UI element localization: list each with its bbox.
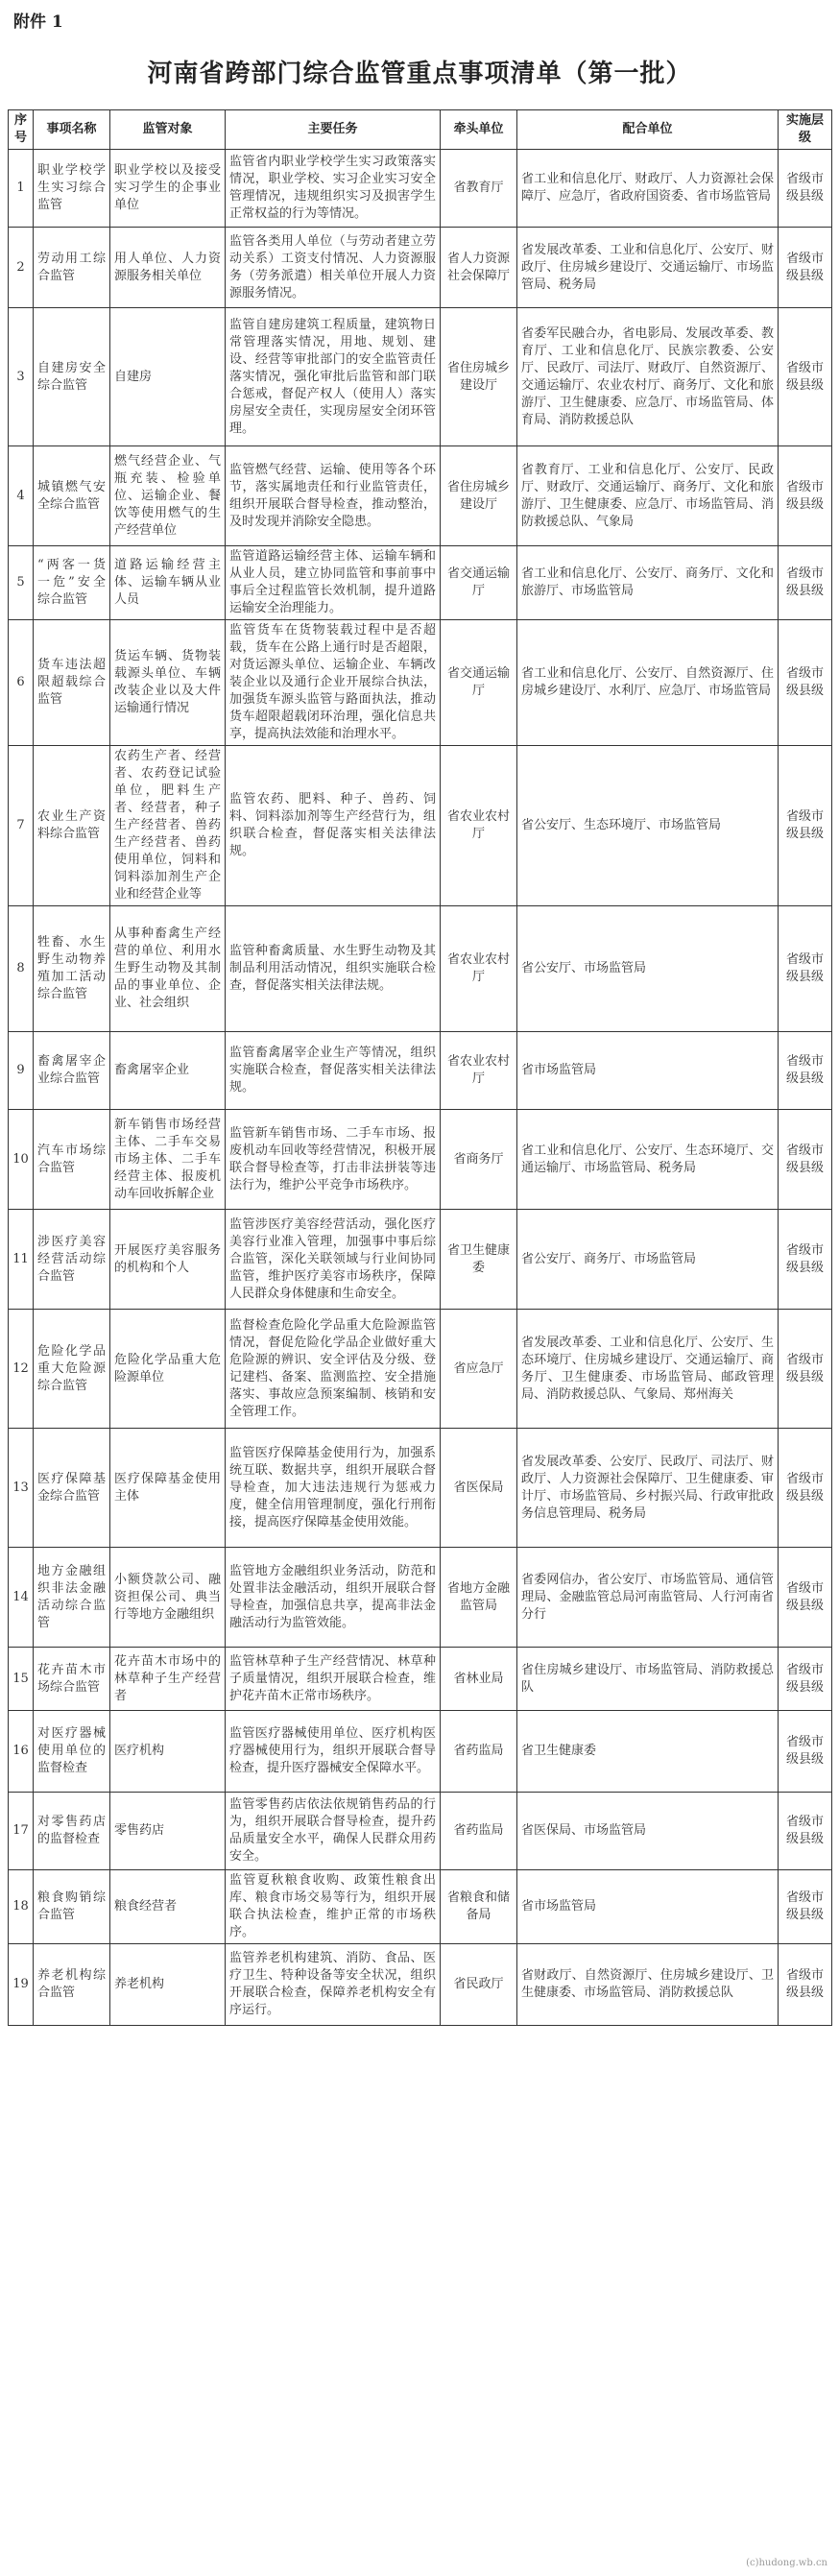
- attachment-label: 附件 1: [13, 12, 63, 32]
- cell-no: 9: [9, 1032, 34, 1110]
- cell-target: 粮食经营者: [110, 1870, 226, 1944]
- table-row: [9, 228, 832, 308]
- cell-task: 监督检查危险化学品重大危险源监管情况，督促危险化学品企业做好重大危险源的辨识、安全评估及分级、登记建档、备案、监测监控、安全措施落实、事故应急预案编制、核销和安全管理工作。: [226, 1310, 441, 1429]
- cell-name: 职业学校学生实习综合监管: [34, 150, 110, 228]
- table-row: [9, 906, 832, 1032]
- cell-name: 劳动用工综合监管: [34, 228, 110, 308]
- table-row: [9, 1793, 832, 1870]
- header-task: 主要任务: [226, 110, 441, 150]
- cell-coop: 省医保局、市场监管局: [517, 1793, 779, 1870]
- table-row: [9, 1870, 832, 1944]
- cell-lead: 省人力资源社会保障厅: [441, 228, 517, 308]
- cell-coop: 省公安厅、市场监管局: [517, 906, 779, 1032]
- cell-level: 省级市级县级: [779, 228, 832, 308]
- cell-task: 监管夏秋粮食收购、政策性粮食出库、粮食市场交易等行为，组织开展联合执法检查，维护正常的市场秩序。: [226, 1870, 441, 1944]
- cell-task: 监管涉医疗美容经营活动，强化医疗美容行业准入管理，加强事中事后综合监管，深化关联领域与行业间协同监管，维护医疗美容市场秩序，保障人民群众身体健康和生命安全。: [226, 1210, 441, 1310]
- cell-lead: 省农业农村厅: [441, 906, 517, 1032]
- cell-task: 监管自建房建筑工程质量，建筑物日常管理落实情况，用地、规划、建设、经营等审批部门的安全监管责任落实情况，强化审批后监管和部门联合惩戒，督促产权人（使用人）落实房屋安全责任，实现房屋安全闭环管理。: [226, 308, 441, 446]
- cell-task: 监管零售药店依法依规销售药品的行为，组织开展联合督导检查，提升药品质量安全水平，确保人民群众用药安全。: [226, 1793, 441, 1870]
- cell-target: 自建房: [110, 308, 226, 446]
- cell-name: 对医疗器械使用单位的监督检查: [34, 1711, 110, 1793]
- header-lead: 牵头单位: [441, 110, 517, 150]
- cell-lead: 省粮食和储备局: [441, 1870, 517, 1944]
- cell-level: 省级市级县级: [779, 546, 832, 620]
- cell-no: 10: [9, 1110, 34, 1210]
- cell-name: 粮食购销综合监管: [34, 1870, 110, 1944]
- page-title: 河南省跨部门综合监管重点事项清单（第一批）: [147, 60, 692, 88]
- cell-no: 5: [9, 546, 34, 620]
- cell-coop: 省卫生健康委: [517, 1711, 779, 1793]
- table-row: [9, 1032, 832, 1110]
- header-coop: 配合单位: [517, 110, 779, 150]
- cell-name: 危险化学品重大危险源综合监管: [34, 1310, 110, 1429]
- cell-target: 畜禽屠宰企业: [110, 1032, 226, 1110]
- cell-task: 监管医疗保障基金使用行为，加强系统互联、数据共享，组织开展联合督导检查，加大违法违规行为惩戒力度，健全信用管理制度，强化行刑衔接，提高医疗保障基金使用效能。: [226, 1429, 441, 1548]
- cell-level: 省级市级县级: [779, 1870, 832, 1944]
- table-row: [9, 308, 832, 446]
- cell-task: 监管养老机构建筑、消防、食品、医疗卫生、特种设备等安全状况，组织开展联合检查，保障养老机构安全有序运行。: [226, 1944, 441, 2026]
- table-row: [9, 1648, 832, 1711]
- cell-lead: 省教育厅: [441, 150, 517, 228]
- table-row: [9, 1210, 832, 1310]
- cell-name: 养老机构综合监管: [34, 1944, 110, 2026]
- cell-lead: 省农业农村厅: [441, 1032, 517, 1110]
- cell-no: 16: [9, 1711, 34, 1793]
- cell-level: 省级市级县级: [779, 1032, 832, 1110]
- cell-target: 燃气经营企业、气瓶充装、检验单位、运输企业、餐饮等使用燃气的生产经营单位: [110, 446, 226, 546]
- cell-task: 监管农药、肥料、种子、兽药、饲料、饲料添加剂等生产经营行为，组织联合检查，督促落实相关法律法规。: [226, 746, 441, 906]
- table-row: [9, 1711, 832, 1793]
- table-row: [9, 1944, 832, 2026]
- cell-target: 养老机构: [110, 1944, 226, 2026]
- cell-level: 省级市级县级: [779, 1711, 832, 1793]
- cell-no: 4: [9, 446, 34, 546]
- cell-level: 省级市级县级: [779, 746, 832, 906]
- cell-coop: 省发展改革委、工业和信息化厅、公安厅、生态环境厅、住房城乡建设厅、交通运输厅、商务厅、卫生健康委、市场监管局、邮政管理局、消防救援总队、气象局、郑州海关: [517, 1310, 779, 1429]
- cell-name: 花卉苗木市场综合监管: [34, 1648, 110, 1711]
- cell-coop: 省工业和信息化厅、公安厅、商务厅、文化和旅游厅、市场监管局: [517, 546, 779, 620]
- cell-coop: 省工业和信息化厅、财政厅、人力资源社会保障厅、应急厅，省政府国资委、省市场监管局: [517, 150, 779, 228]
- cell-target: 开展医疗美容服务的机构和个人: [110, 1210, 226, 1310]
- cell-target: 小额贷款公司、融资担保公司、典当行等地方金融组织: [110, 1548, 226, 1648]
- cell-task: 监管省内职业学校学生实习政策落实情况，职业学校、实习企业实习安全管理情况，违规组织实习及损害学生正常权益的行为等情况。: [226, 150, 441, 228]
- cell-level: 省级市级县级: [779, 620, 832, 746]
- cell-task: 监管燃气经营、运输、使用等各个环节，落实属地责任和行业监管责任，组织开展联合督导检查，推动整治，及时发现并消除安全隐患。: [226, 446, 441, 546]
- cell-task: 监管各类用人单位（与劳动者建立劳动关系）工资支付情况、人力资源服务（劳务派遣）相关单位开展人力资源服务情况。: [226, 228, 441, 308]
- cell-coop: 省财政厅、自然资源厅、住房城乡建设厅、卫生健康委、市场监管局、消防救援总队: [517, 1944, 779, 2026]
- table-row: [9, 150, 832, 228]
- table-row: [9, 746, 832, 906]
- cell-no: 8: [9, 906, 34, 1032]
- matters-table: [8, 109, 832, 2026]
- cell-task: 监管种畜禽质量、水生野生动物及其制品利用活动情况，组织实施联合检查，督促落实相关法律法规。: [226, 906, 441, 1032]
- cell-level: 省级市级县级: [779, 1944, 832, 2026]
- cell-target: 道路运输经营主体、运输车辆从业人员: [110, 546, 226, 620]
- cell-lead: 省林业局: [441, 1648, 517, 1711]
- cell-target: 医疗机构: [110, 1711, 226, 1793]
- cell-target: 用人单位、人力资源服务相关单位: [110, 228, 226, 308]
- cell-level: 省级市级县级: [779, 906, 832, 1032]
- cell-coop: 省公安厅、生态环境厅、市场监管局: [517, 746, 779, 906]
- cell-task: 监管新车销售市场、二手车市场、报废机动车回收等经营情况，积极开展联合督导检查等，打击非法拼装等违法行为，维护公平竞争市场秩序。: [226, 1110, 441, 1210]
- cell-task: 监管林草种子生产经营情况、林草种子质量情况，组织开展联合检查，维护花卉苗木正常市场秩序。: [226, 1648, 441, 1711]
- header-level: 实施层级: [779, 110, 832, 150]
- cell-level: 省级市级县级: [779, 1648, 832, 1711]
- cell-name: 牲畜、水生野生动物养殖加工活动综合监管: [34, 906, 110, 1032]
- cell-level: 省级市级县级: [779, 1548, 832, 1648]
- cell-no: 14: [9, 1548, 34, 1648]
- cell-level: 省级市级县级: [779, 1110, 832, 1210]
- cell-no: 13: [9, 1429, 34, 1548]
- cell-lead: 省住房城乡建设厅: [441, 446, 517, 546]
- cell-level: 省级市级县级: [779, 1310, 832, 1429]
- cell-coop: 省住房城乡建设厅、市场监管局、消防救援总队: [517, 1648, 779, 1711]
- cell-target: 货运车辆、货物装载源头单位、车辆改装企业以及大件运输通行情况: [110, 620, 226, 746]
- cell-name: 汽车市场综合监管: [34, 1110, 110, 1210]
- table-row: [9, 620, 832, 746]
- table-row: [9, 1110, 832, 1210]
- table-row: [9, 1310, 832, 1429]
- cell-level: 省级市级县级: [779, 1210, 832, 1310]
- cell-no: 15: [9, 1648, 34, 1711]
- cell-target: 医疗保障基金使用主体: [110, 1429, 226, 1548]
- cell-name: 医疗保障基金综合监管: [34, 1429, 110, 1548]
- cell-target: 从事种畜禽生产经营的单位、利用水生野生动物及其制品的事业单位、企业、社会组织: [110, 906, 226, 1032]
- cell-coop: 省发展改革委、工业和信息化厅、公安厅、财政厅、住房城乡建设厅、交通运输厅、市场监管局、税务局: [517, 228, 779, 308]
- cell-lead: 省交通运输厅: [441, 620, 517, 746]
- header-target: 监管对象: [110, 110, 226, 150]
- cell-target: 农药生产者、经营者、农药登记试验单位，肥料生产者、经营者，种子生产经营者、兽药生产经营者、兽药使用单位，饲料和饲料添加剂生产企业和经营企业等: [110, 746, 226, 906]
- cell-no: 7: [9, 746, 34, 906]
- table-header-row: [9, 110, 832, 150]
- watermark: (c)hudong.wb.cn: [746, 2558, 827, 2568]
- cell-no: 11: [9, 1210, 34, 1310]
- cell-no: 19: [9, 1944, 34, 2026]
- cell-lead: 省交通运输厅: [441, 546, 517, 620]
- header-name: 事项名称: [34, 110, 110, 150]
- cell-coop: 省市场监管局: [517, 1870, 779, 1944]
- cell-no: 1: [9, 150, 34, 228]
- cell-task: 监管货车在货物装载过程中是否超载，货车在公路上通行时是否超限，对货运源头单位、运输企业、车辆改装企业以及通行企业开展综合执法，加强货车源头监管与路面执法，推动货车超限超载闭环治理，强化信息共享，提高执法效能和治理水平。: [226, 620, 441, 746]
- cell-task: 监管地方金融组织业务活动，防范和处置非法金融活动，组织开展联合督导检查，加强信息共享，提高非法金融活动行为监管效能。: [226, 1548, 441, 1648]
- cell-no: 18: [9, 1870, 34, 1944]
- cell-no: 17: [9, 1793, 34, 1870]
- cell-name: 畜禽屠宰企业综合监管: [34, 1032, 110, 1110]
- cell-coop: 省工业和信息化厅、公安厅、生态环境厅、交通运输厅、市场监管局、税务局: [517, 1110, 779, 1210]
- table-row: [9, 1429, 832, 1548]
- cell-level: 省级市级县级: [779, 446, 832, 546]
- cell-task: 监管畜禽屠宰企业生产等情况，组织实施联合检查，督促落实相关法律法规。: [226, 1032, 441, 1110]
- cell-lead: 省药监局: [441, 1711, 517, 1793]
- cell-coop: 省市场监管局: [517, 1032, 779, 1110]
- cell-coop: 省发展改革委、公安厅、民政厅、司法厅、财政厅、人力资源社会保障厅、卫生健康委、审计厅、市场监管局、乡村振兴局、行政审批政务信息管理局、税务局: [517, 1429, 779, 1548]
- cell-no: 12: [9, 1310, 34, 1429]
- cell-lead: 省药监局: [441, 1793, 517, 1870]
- cell-level: 省级市级县级: [779, 1793, 832, 1870]
- cell-lead: 省商务厅: [441, 1110, 517, 1210]
- cell-name: 自建房安全综合监管: [34, 308, 110, 446]
- cell-target: 职业学校以及接受实习学生的企事业单位: [110, 150, 226, 228]
- cell-lead: 省地方金融监管局: [441, 1548, 517, 1648]
- cell-lead: 省农业农村厅: [441, 746, 517, 906]
- table-row: [9, 446, 832, 546]
- cell-no: 3: [9, 308, 34, 446]
- cell-name: 城镇燃气安全综合监管: [34, 446, 110, 546]
- cell-no: 2: [9, 228, 34, 308]
- cell-level: 省级市级县级: [779, 150, 832, 228]
- cell-coop: 省公安厅、商务厅、市场监管局: [517, 1210, 779, 1310]
- cell-target: 危险化学品重大危险源单位: [110, 1310, 226, 1429]
- cell-lead: 省住房城乡建设厅: [441, 308, 517, 446]
- table-row: [9, 546, 832, 620]
- cell-target: 零售药店: [110, 1793, 226, 1870]
- cell-coop: 省教育厅、工业和信息化厅、公安厅、民政厅、财政厅、交通运输厅、商务厅、文化和旅游厅、卫生健康委、应急厅、市场监管局、消防救援总队、气象局: [517, 446, 779, 546]
- header-no: 序号: [9, 110, 34, 150]
- cell-name: 货车违法超限超载综合监管: [34, 620, 110, 746]
- cell-target: 新车销售市场经营主体、二手车交易市场主体、二手车经营主体、报废机动车回收拆解企业: [110, 1110, 226, 1210]
- cell-target: 花卉苗木市场中的林草种子生产经营者: [110, 1648, 226, 1711]
- cell-lead: 省民政厅: [441, 1944, 517, 2026]
- cell-no: 6: [9, 620, 34, 746]
- cell-name: “两客一货一危”安全综合监管: [34, 546, 110, 620]
- cell-level: 省级市级县级: [779, 1429, 832, 1548]
- cell-task: 监管医疗器械使用单位、医疗机构医疗器械使用行为，组织开展联合督导检查，提升医疗器械安全保障水平。: [226, 1711, 441, 1793]
- cell-lead: 省医保局: [441, 1429, 517, 1548]
- cell-name: 对零售药店的监督检查: [34, 1793, 110, 1870]
- cell-coop: 省委网信办，省公安厅、市场监管局、通信管理局、金融监管总局河南监管局、人行河南省分行: [517, 1548, 779, 1648]
- cell-name: 涉医疗美容经营活动综合监管: [34, 1210, 110, 1310]
- cell-coop: 省工业和信息化厅、公安厅、自然资源厅、住房城乡建设厅、水利厅、应急厅、市场监管局: [517, 620, 779, 746]
- cell-lead: 省卫生健康委: [441, 1210, 517, 1310]
- cell-task: 监管道路运输经营主体、运输车辆和从业人员，建立协同监管和事前事中事后全过程监管长效机制，提升道路运输安全治理能力。: [226, 546, 441, 620]
- table-row: [9, 1548, 832, 1648]
- cell-name: 地方金融组织非法金融活动综合监管: [34, 1548, 110, 1648]
- cell-coop: 省委军民融合办，省电影局、发展改革委、教育厅、工业和信息化厅、民族宗教委、公安厅、民政厅、司法厅、财政厅、自然资源厅、交通运输厅、农业农村厅、商务厅、文化和旅游厅、卫生健康委、应急厅、市场监管局、体育局、消防救援总队: [517, 308, 779, 446]
- cell-lead: 省应急厅: [441, 1310, 517, 1429]
- cell-level: 省级市级县级: [779, 308, 832, 446]
- cell-name: 农业生产资料综合监管: [34, 746, 110, 906]
